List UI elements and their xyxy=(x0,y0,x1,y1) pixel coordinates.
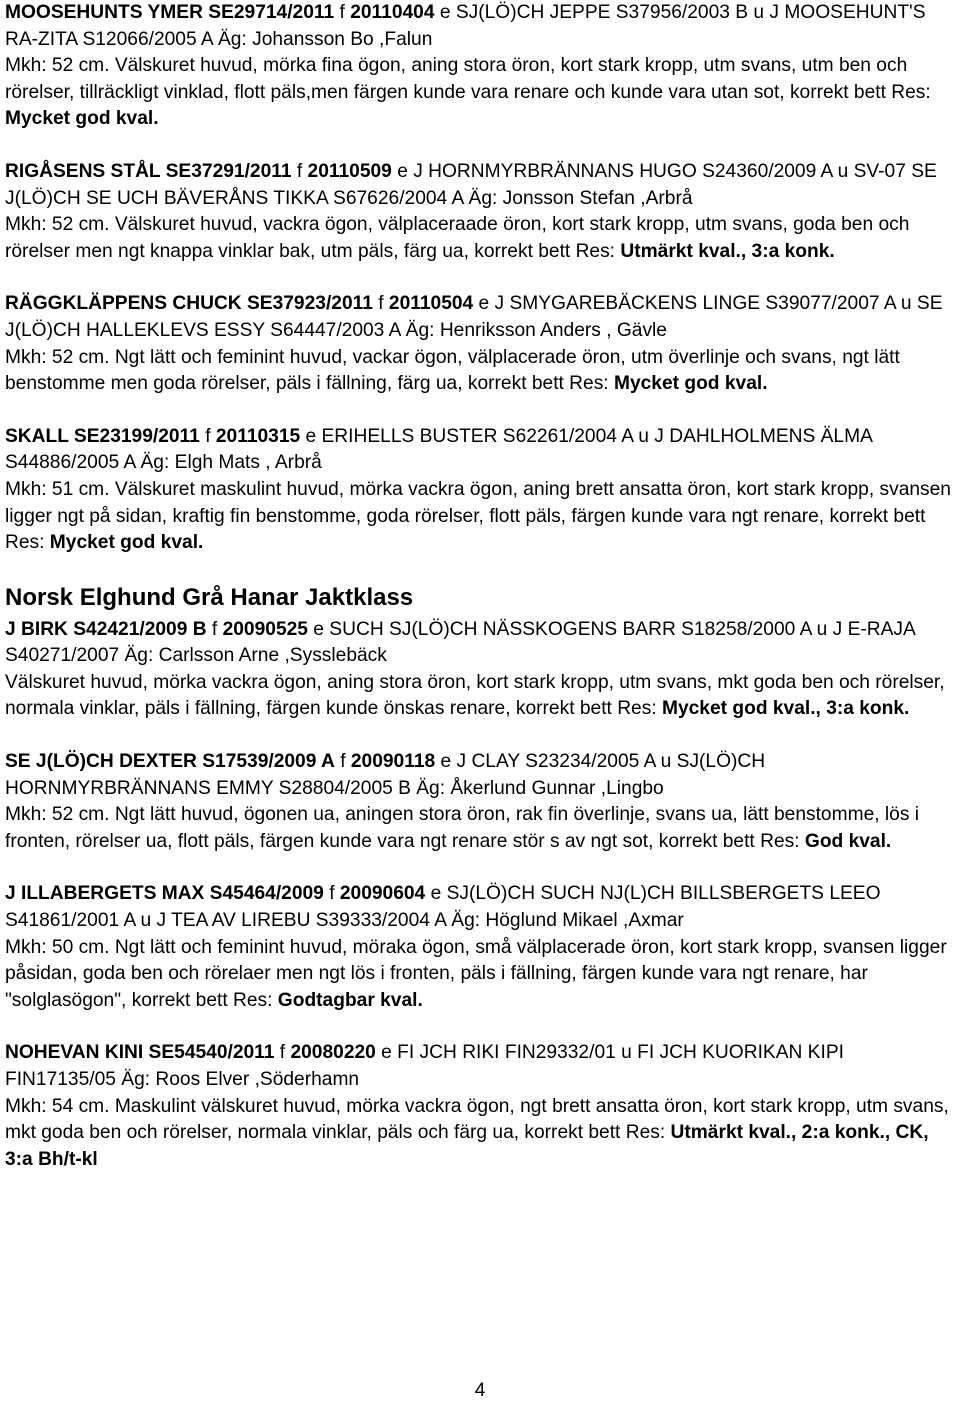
entry-pedigree xyxy=(5,0,955,53)
dog-entry xyxy=(5,291,955,397)
entry-critique xyxy=(5,802,955,855)
text-segment: e SUCH SJ(LÖ)CH NÄSSKOGENS BARR S18258/2000 A u J E-RAJA S40271/2007 Äg: Carlsson Arne ,Sysslebäck xyxy=(5,618,915,667)
entry-critique xyxy=(5,345,955,398)
dog-entry xyxy=(5,617,955,723)
text-segment: f xyxy=(274,1042,291,1064)
text-segment: e J HORNMYRBRÄNNANS HUGO S24360/2009 A u SV-07 SE J(LÖ)CH SE UCH BÄVERÅNS TIKKA S67626/2004 A Äg: Jonsson Stefan ,Arbrå xyxy=(5,160,937,209)
emphasized-text: 20080220 xyxy=(290,1042,376,1064)
entry-pedigree xyxy=(5,617,955,670)
emphasized-text: Mycket god kval., 3:a konk. xyxy=(661,698,910,720)
dog-entry xyxy=(5,0,955,133)
dog-entry xyxy=(5,1040,955,1173)
dog-entry xyxy=(5,424,955,557)
emphasized-text: 20110404 xyxy=(350,2,435,23)
emphasized-text: 20110509 xyxy=(307,160,392,182)
emphasized-text: J ILLABERGETS MAX S45464/2009 xyxy=(5,883,324,905)
emphasized-text: J BIRK S42421/2009 B xyxy=(5,618,207,640)
document-page xyxy=(5,0,955,1199)
emphasized-text: 20090525 xyxy=(222,618,308,640)
text-segment: Mkh: 52 cm. Välskuret huvud, mörka fina ögon, aning stora öron, kort stark kropp, utm svans, utm ben och rörelser, tillräckligt vinklad, flott päls,men färgen kunde vara renare och kunde vara utan sot, korrekt bett Res: xyxy=(5,55,931,103)
emphasized-text: Utmärkt kval., 3:a konk. xyxy=(620,240,835,262)
entry-critique xyxy=(5,53,955,133)
text-segment: f xyxy=(334,751,351,773)
text-segment: e FI JCH RIKI FIN29332/01 u FI JCH KUORIKAN KIPI FIN17135/05 Äg: Roos Elver ,Söderhamn xyxy=(5,1042,844,1090)
emphasized-text: 20090604 xyxy=(339,883,426,905)
emphasized-text: Godtagbar kval. xyxy=(277,989,423,1011)
text-segment: f xyxy=(291,160,308,182)
entry-pedigree xyxy=(5,881,955,934)
text-segment: Mkh: 52 cm. Välskuret huvud, vackra ögon, välplaceraade öron, kort stark kropp, utm svans, goda ben och rörelser men ngt knappa vinklar bak, utm päls, färg ua, korrekt bett Res: xyxy=(5,214,910,262)
text-segment: f xyxy=(206,618,223,640)
text-segment: Mkh: 50 cm. Ngt lätt och feminint huvud, möraka ögon, små välplacerade öron, kort stark kropp, svansen ligger påsidan, goda ben och rörelaer men ngt lös i fronten, päls i fällning, färgen kunde vara ngt renare, har "solglasögon", korrekt bett Res: xyxy=(5,936,947,1011)
emphasized-text: God kval. xyxy=(804,830,892,852)
emphasized-text: MOOSEHUNTS YMER SE29714/2011 xyxy=(5,2,335,23)
section-heading: Norsk Elghund Grå Hanar Jaktklass xyxy=(5,583,414,611)
text-segment: f xyxy=(372,293,389,315)
emphasized-text: Utmärkt kval., 2:a konk., CK, 3:a Bh/t-kl xyxy=(5,1122,929,1170)
emphasized-text: 20090118 xyxy=(350,751,436,773)
text-segment: e J SMYGAREBÄCKENS LINGE S39077/2007 A u SE J(LÖ)CH HALLEKLEVS ESSY S64447/2003 A Äg: Henriksson Anders , Gävle xyxy=(5,293,943,341)
entry-critique xyxy=(5,1094,955,1174)
text-segment: e SJ(LÖ)CH JEPPE S37956/2003 B u J MOOSEHUNT'S RA-ZITA S12066/2005 A Äg: Johansson Bo ,Falun xyxy=(5,2,926,50)
text-segment: e SJ(LÖ)CH SUCH NJ(L)CH BILLSBERGETS LEEO S41861/2001 A u J TEA AV LIREBU S39333/2004 A Äg: Höglund Mikael ,Axmar xyxy=(5,883,881,932)
text-segment: f xyxy=(334,2,351,23)
entries-list-after xyxy=(5,617,955,1174)
emphasized-text: RIGÅSENS STÅL SE37291/2011 xyxy=(5,160,292,182)
text-segment: e ERIHELLS BUSTER S62261/2004 A u J DAHLHOLMENS ÄLMA S44886/2005 A Äg: Elgh Mats , Arbrå xyxy=(5,425,872,474)
emphasized-text: 20110315 xyxy=(215,425,301,447)
dog-entry xyxy=(5,881,955,1014)
text-segment: Mkh: 52 cm. Ngt lätt huvud, ögonen ua, aningen stora öron, rak fin överlinje, svans ua, lätt benstomme, lös i fronten, rörelser ua, flott päls, färgen kunde vara ngt renare stör s av ngt sot, korrekt bett Res: xyxy=(5,804,920,852)
text-segment: Mkh: 51 cm. Välskuret maskulint huvud, mörka vackra ögon, aning brett ansatta öron, kort stark kropp, svansen ligger ngt på sidan, kraftig fin benstomme, goda rörelser, flott päls, färgen kunde vara ngt renare, korrekt bett Res: xyxy=(5,478,951,554)
emphasized-text: 20110504 xyxy=(388,293,474,315)
entries-list-before xyxy=(5,0,955,557)
emphasized-text: NOHEVAN KINI SE54540/2011 xyxy=(5,1042,275,1064)
text-segment: Välskuret huvud, mörka vackra ögon, aning stora öron, kort stark kropp, utm svans, mkt goda ben och rörelser, normala vinklar, päls i fällning, färgen kunde önskas renare, korrekt bett Res: xyxy=(5,671,945,720)
text-segment: e J CLAY S23234/2005 A u SJ(LÖ)CH HORNMYRBRÄNNANS EMMY S28804/2005 B Äg: Åkerlund Gunnar ,Lingbo xyxy=(5,751,766,799)
entry-pedigree xyxy=(5,424,955,477)
emphasized-text: Mycket god kval. xyxy=(5,108,159,130)
entry-critique xyxy=(5,670,955,723)
text-segment: f xyxy=(323,883,340,905)
entry-critique xyxy=(5,935,955,1015)
entry-critique xyxy=(5,477,955,557)
page-number: 4 xyxy=(474,1380,486,1401)
entry-pedigree xyxy=(5,159,955,212)
entry-pedigree xyxy=(5,749,955,802)
dog-entry xyxy=(5,159,955,265)
emphasized-text: SKALL SE23199/2011 xyxy=(5,425,200,447)
text-segment: Mkh: 52 cm. Ngt lätt och feminint huvud, vackar ögon, välplacerade öron, utm överlinje och svans, ngt lätt benstomme men goda rörelser, päls i fällning, färg ua, korrekt bett Res: xyxy=(5,346,900,395)
text-segment: f xyxy=(199,425,216,447)
emphasized-text: Mycket god kval. xyxy=(613,373,768,395)
emphasized-text: SE J(LÖ)CH DEXTER S17539/2009 A xyxy=(5,751,335,773)
dog-entry xyxy=(5,749,955,855)
entry-pedigree xyxy=(5,291,955,344)
entry-critique xyxy=(5,212,955,265)
emphasized-text: RÄGGKLÄPPENS CHUCK SE37923/2011 xyxy=(5,293,373,315)
entry-pedigree xyxy=(5,1040,955,1093)
emphasized-text: Mycket god kval. xyxy=(49,532,204,554)
text-segment: Mkh: 54 cm. Maskulint välskuret huvud, mörka vackra ögon, ngt brett ansatta öron, kort stark kropp, utm svans, mkt goda ben och rörelser, normala vinklar, päls och färg ua, korrekt bett Res: xyxy=(5,1095,949,1144)
